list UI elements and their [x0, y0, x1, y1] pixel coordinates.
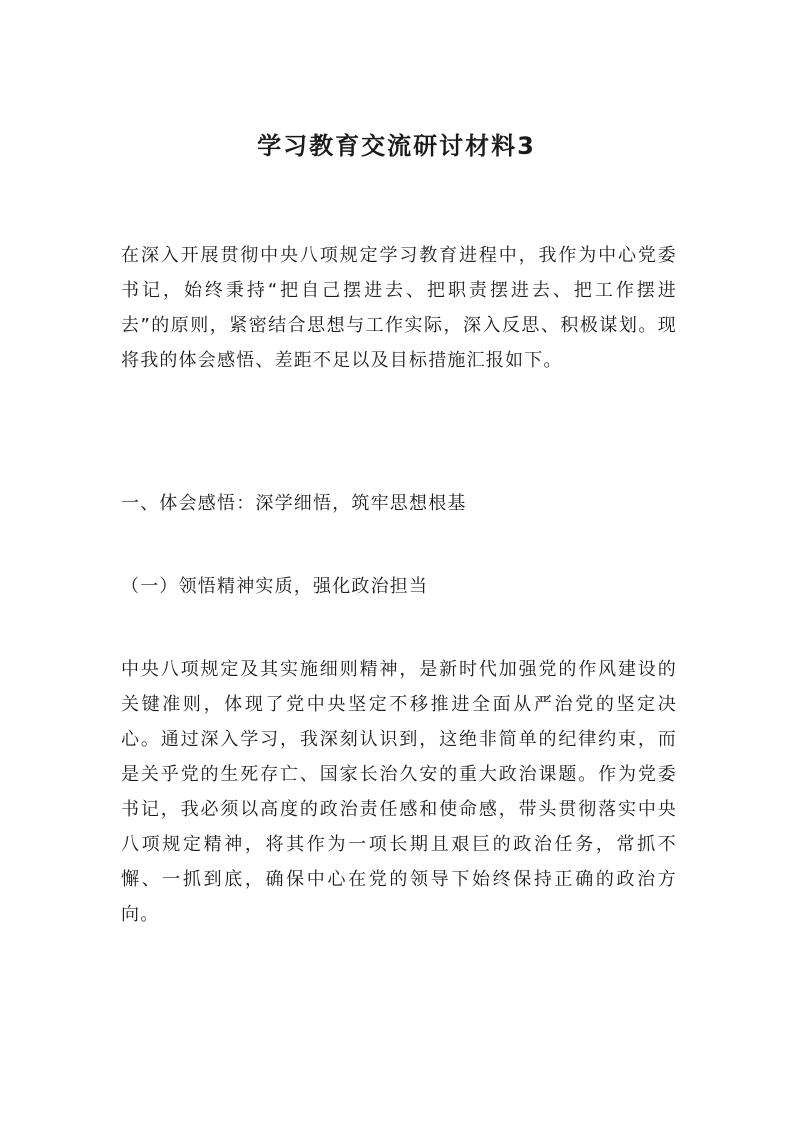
body-paragraph: 中央八项规定及其实施细则精神，是新时代加强党的作风建设的关键准则，体现了党中央坚定不移推进全面从严治党的坚定决心。通过深入学习，我深刻认识到，这绝非简单的纪律约束，而是关乎党的生死存亡、国家长治久安的重大政治课题。作为党委书记，我必须以高度的政治责任感和使命感，带头贯彻落实中央八项规定精神，将其作为一项长期且艰巨的政治任务，常抓不懈、一抓到底，确保中心在党的领导下始终保持正确的政治方向。	[121, 659, 677, 925]
section-heading: 一、体会感悟：深学细悟，筑牢思想根基	[121, 493, 467, 514]
subsection-heading: （一）领悟精神实质，强化政治担当	[121, 576, 429, 597]
intro-paragraph: 在深入开展贯彻中央八项规定学习教育进程中，我作为中心党委书记，始终秉持“把自己摆进去、把职责摆进去、把工作摆进去”的原则，紧密结合思想与工作实际，深入反思、积极谋划。现将我的体会感悟、差距不足以及目标措施汇报如下。	[121, 245, 677, 371]
document-title: 学习教育交流研讨材料3	[257, 132, 536, 160]
